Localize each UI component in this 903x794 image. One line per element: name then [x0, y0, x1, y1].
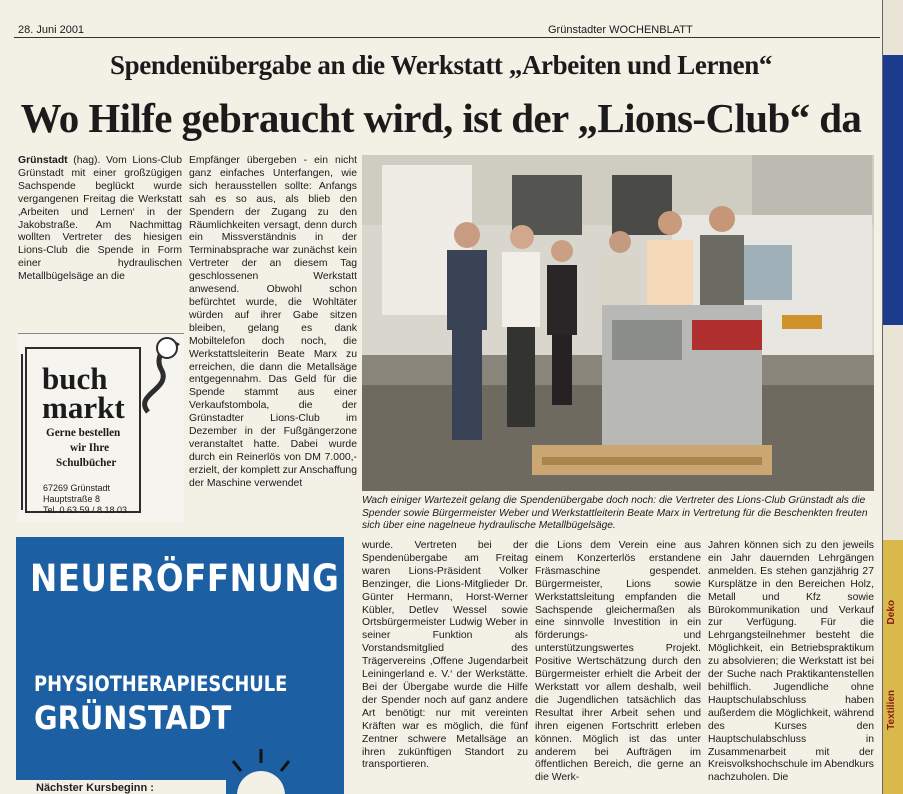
- sun-icon: [221, 745, 301, 794]
- header-rule: [14, 37, 880, 38]
- article-column-3: wurde. Vertreten bei der Spendenübergabe am Freitag waren Lions-Präsident Volker Benzinger, die Lions-Mitglieder Dr. Günter Hermann, Horst-Werner Kübler, Detlev Wessel sowie Ortsbürgermeister Ludwig Weber in seiner Funktion als Vorstandsmitglied des Trägervereins ‚Offene Jugendarbeit Leiningerland e. V.‘ der Werkstätte. Bei der Übergabe wurde die Hilfe der Spender noch auf ganz andere Art benötigt: nur mit vereinten Kräften war es möglich, die fünf Zentner schwere Metallsäge an ihren zukünftigen Standort zu transportieren.: [362, 540, 528, 771]
- ad-brand-word-2: markt: [42, 390, 125, 425]
- article-column-5: Jahren können sich zu den jeweils ein Jahr dauernden Lehrgängen anmelden. Es stehen ganzjährig 27 Kursplätze in den Bereichen Holz, Metall und Kfz sowie Bürokommunikation und Verkauf zur Verfügung. Für die Lehrgangsteilnehmer besteht die Möglichkeit, ein Betriebspraktikum zu absolvieren; die Werkstatt ist bei der Suche nach Praktikantenstellen behilflich. Jugendliche ohne Hauptschulabschluss haben außerdem die Möglichkeit, während des Kurses den Hauptschulabschluss in Zusammenarbeit mit der Kreisvolkshochschule im Abendkurs nachzuholen. Die: [708, 540, 874, 784]
- newspaper-name: Grünstadter WOCHENBLATT: [548, 24, 693, 36]
- ad-brand-name: [42, 361, 125, 425]
- article-photo: [362, 155, 874, 491]
- group-photo-illustration: [362, 155, 874, 491]
- article-column-1: [18, 155, 182, 295]
- adjacent-page-strip: [882, 0, 903, 794]
- ad-slogan-3: Schulbücher: [56, 457, 117, 469]
- ad-city: GRÜNSTADT: [34, 699, 232, 737]
- ad-physiotherapy: [16, 537, 344, 794]
- adjacent-word-deko: Deko: [886, 600, 897, 625]
- ad-address-city: 67269 Grünstadt: [43, 483, 111, 493]
- ad-phone: Tel. 0 63 59 / 8 18 03: [43, 505, 128, 515]
- article-kicker: Spendenübergabe an die Werkstatt „Arbeiten und Lernen“: [110, 50, 772, 80]
- column-1-text: (hag). Vom Lions-Club Grünstadt mit einer großzügigen Sachspende beglückt wurde vergangenen Freitag die Werkstatt ‚Arbeiten und Lernen‘ in der Jakobstraße. Am Nachmittag wollten Vertreter des hiesigen Lions-Club die Spende in Form einer hydraulischen Metallbügelsäge an die: [18, 155, 182, 283]
- adjacent-ad-blue: [883, 55, 903, 325]
- ad-subtitle: PHYSIOTHERAPIESCHULE: [34, 672, 288, 696]
- photo-caption: Wach einiger Wartezeit gelang die Spendenübergabe doch noch: die Vertreter des Lions-Club Grünstadt als die Spender sowie Bürgermeister Weber und Werkstattleiterin Beate Marx in Vertretung für die Beschenkten freuten sich über eine nagelneue hydraulische Metallbügelsäge.: [362, 495, 868, 532]
- adjacent-word-textilien: Textilien: [886, 690, 897, 730]
- article-column-4: die Lions dem Verein eine aus einem Konzerterlös erstandene Fräsmaschine gespendet. Bürgermeister, Lions sowie Werkstattsleitung empfanden die Sachspende gleichermaßen als eine sinnvolle Investition in ein förderungs- und unterstützungswertes Projekt. Positive Wertschätzung durch den Bürgermeister erhielt die Arbeit der Werkstatt vor allem deshalb, weil die Jugendlichen tatsächlich das Resultat ihrer Arbeit sehen und ihren eigenen Fortschritt erleben können. Möglich ist das unter anderem bei Aufträgen im öffentlichen Bereich, die gerne an die Werk-: [535, 540, 701, 784]
- ad-brand-word-1: buch: [42, 361, 108, 396]
- adjacent-ad-gold: [883, 540, 903, 794]
- issue-date: 28. Juni 2001: [18, 24, 85, 36]
- ad-title: NEUERÖFFNUNG: [30, 557, 340, 600]
- article-column-2: Empfänger übergeben - ein nicht ganz einfaches Unterfangen, wie sich herausstellen sollte: Anfangs sah es so aus, als blieb den Spendern der Zugang zu den Räumlichkeiten versagt, denn durch ein Missverständnis in der Terminabsprache war zunächst kein Vertreter der an diesem Tag geschlossenen Werkstatt anwesend. Obwohl schon befürchtet wurde, die Wohltäter würden auf ihrer Gabe sitzen bleiben, gelang es dank Mobiltelefon doch noch, die Werkstattsleiterin Beate Marx zu erreichen, die dann die Metallsäge entgegennahm. Das Geld für die Spende stammt aus einer Verkaufstombola, die der Grünstadter Lions-Club im Dezember in der Fußgängerzone veranstaltet hatte. Dabei wurde durch ein Reinerlös von DM 7.000,- erzielt, der komplett zur Anschaffung der Maschine verwendet: [189, 155, 357, 489]
- page-header: [0, 0, 882, 40]
- ad-slogan-2: wir Ihre: [70, 442, 110, 454]
- dateline: Grünstadt: [18, 155, 68, 166]
- ad-slogan-1: Gerne bestellen: [46, 427, 121, 439]
- article-headline: Wo Hilfe gebraucht wird, ist der „Lions-Club“ da: [20, 95, 862, 141]
- ad-buchmarkt: [18, 333, 184, 522]
- ad-footer-text: Nächster Kursbeginn :: [36, 782, 154, 794]
- ad-address-street: Hauptstraße 8: [43, 494, 101, 504]
